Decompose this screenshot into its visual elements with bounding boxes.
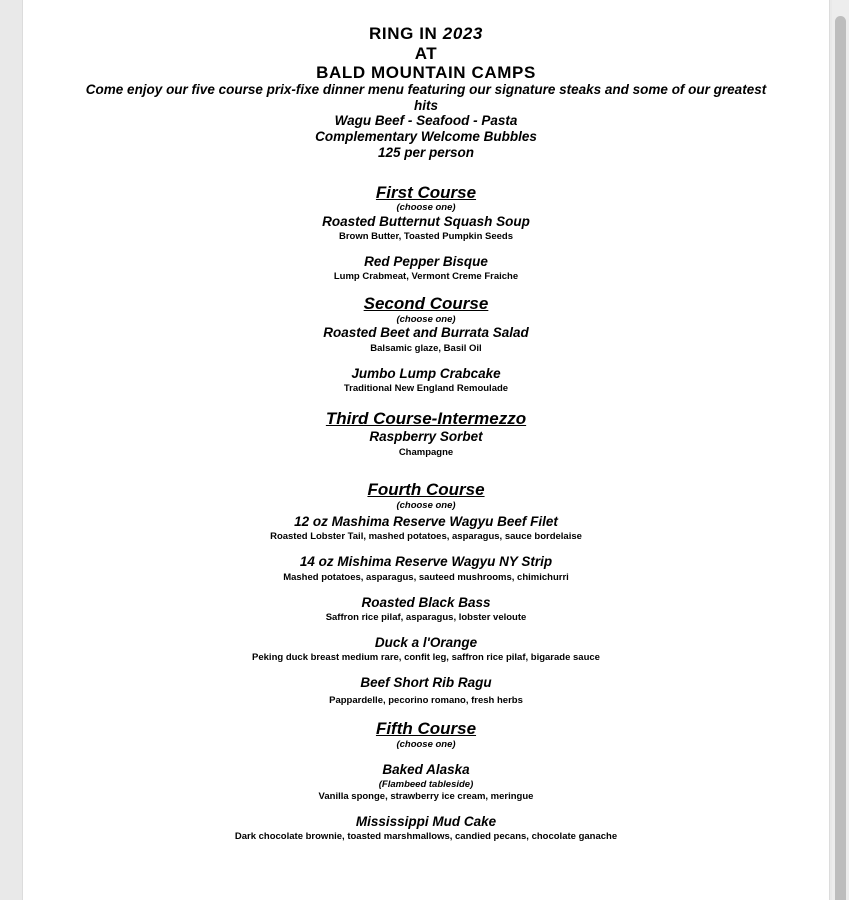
venue-title: BALD MOUNTAIN CAMPS — [316, 63, 536, 82]
course-title-fourth: Fourth Course — [367, 480, 485, 499]
dish-name: Red Pepper Bisque — [364, 254, 488, 269]
choose-note: (choose one) — [396, 314, 456, 325]
intro-highlights: Wagu Beef - Seafood - Pasta — [334, 113, 518, 128]
dish-description: Peking duck breast medium rare, confit leg, saffron rice pilaf, bigarade sauce — [252, 652, 600, 663]
header-ring-in — [23, 24, 829, 44]
intro-line: Come enjoy our five course prix-fixe dinner menu featuring our signature steaks and some of our greatest — [85, 82, 767, 97]
dish-description: Champagne — [398, 447, 454, 458]
intro-line: hits — [413, 98, 438, 113]
dish-description: Mashed potatoes, asparagus, sauteed mushrooms, chimichurri — [283, 572, 569, 583]
course-title-fifth: Fifth Course — [375, 719, 477, 738]
dish-name: Jumbo Lump Crabcake — [351, 366, 501, 381]
menu-page — [22, 0, 830, 900]
dish-name: Raspberry Sorbet — [369, 429, 483, 444]
dish-description: Pappardelle, pecorino romano, fresh herbs — [329, 695, 523, 706]
dish-description: Traditional New England Remoulade — [343, 383, 509, 394]
header-at: AT — [414, 44, 438, 63]
dish-description: Lump Crabmeat, Vermont Creme Fraiche — [333, 271, 519, 282]
course-title-first: First Course — [375, 183, 477, 202]
choose-note: (choose one) — [396, 202, 456, 213]
dish-name: Beef Short Rib Ragu — [360, 675, 492, 690]
dish-name: Mississippi Mud Cake — [355, 814, 497, 829]
dish-name: Roasted Black Bass — [361, 595, 491, 610]
course-title-third: Third Course-Intermezzo — [325, 409, 527, 428]
dish-description: Brown Butter, Toasted Pumpkin Seeds — [338, 231, 514, 242]
dish-description: Saffron rice pilaf, asparagus, lobster veloute — [325, 612, 527, 623]
dish-description: Roasted Lobster Tail, mashed potatoes, asparagus, sauce bordelaise — [270, 531, 582, 542]
dish-note: (Flambeed tableside) — [378, 779, 474, 790]
ring-in-text: RING IN — [369, 24, 438, 43]
choose-note: (choose one) — [396, 739, 456, 750]
dish-name: Roasted Beet and Burrata Salad — [323, 325, 529, 340]
intro-bubbles: Complementary Welcome Bubbles — [315, 129, 537, 144]
dish-description: Balsamic glaze, Basil Oil — [370, 343, 482, 354]
year-text: 2023 — [442, 24, 483, 43]
price: 125 per person — [377, 145, 475, 160]
course-title-second: Second Course — [363, 294, 489, 313]
dish-description: Dark chocolate brownie, toasted marshmallows, candied pecans, chocolate ganache — [234, 831, 618, 842]
scrollbar-thumb[interactable] — [835, 16, 846, 900]
dish-name: 12 oz Mashima Reserve Wagyu Beef Filet — [294, 514, 558, 529]
dish-name: Roasted Butternut Squash Soup — [322, 214, 530, 229]
dish-name: 14 oz Mishima Reserve Wagyu NY Strip — [299, 554, 553, 569]
choose-note: (choose one) — [396, 500, 456, 511]
dish-name: Baked Alaska — [382, 762, 470, 777]
dish-description: Vanilla sponge, strawberry ice cream, meringue — [318, 791, 534, 802]
dish-name: Duck a l'Orange — [374, 635, 478, 650]
